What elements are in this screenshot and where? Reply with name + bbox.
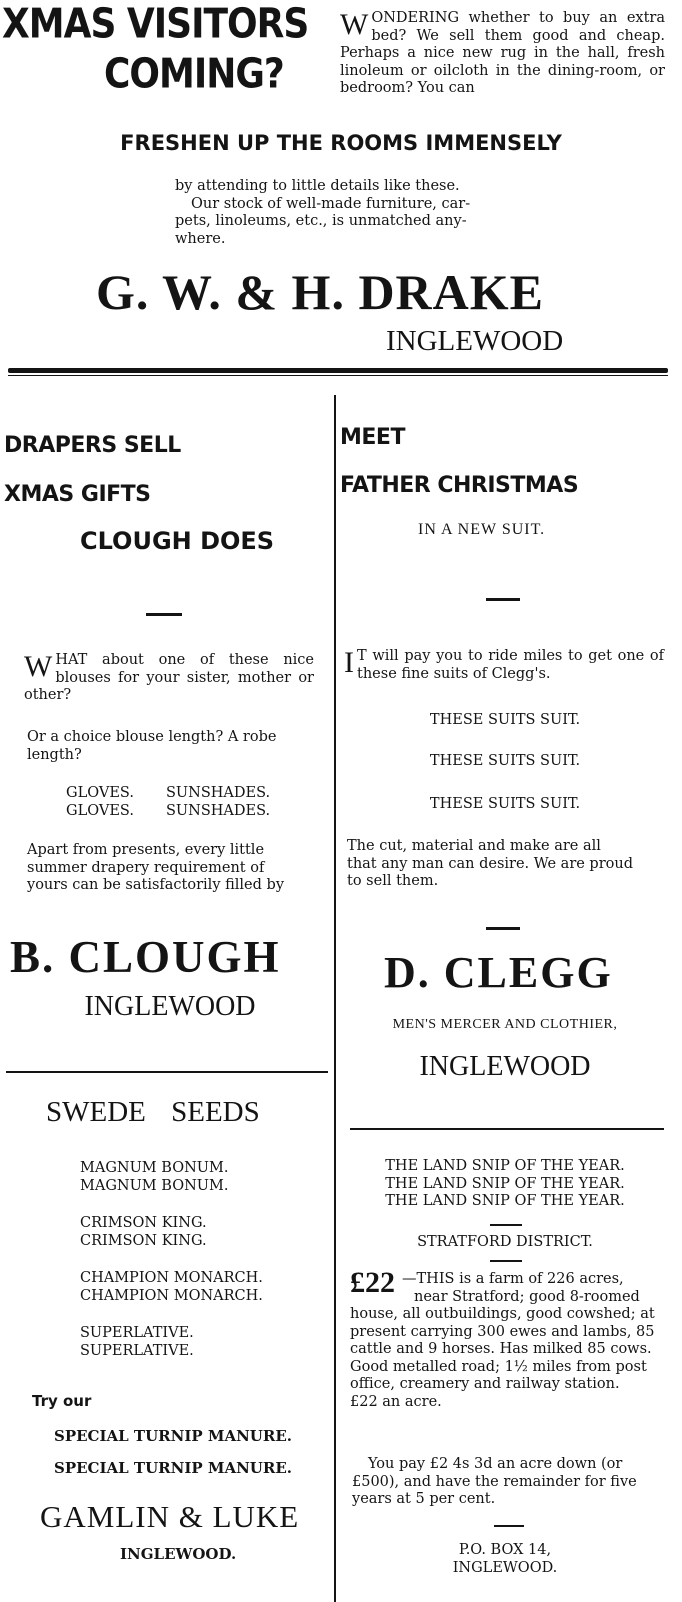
clough-headline-line1: DRAPERS SELL: [4, 433, 181, 458]
drake-body-line: Our stock of well-made furniture, car-: [191, 195, 471, 212]
land-district: STRATFORD DISTRICT.: [417, 1234, 593, 1250]
land-headline: THE LAND SNIP OF THE YEAR.: [385, 1158, 625, 1174]
clough-item-left: GLOVES.: [66, 803, 134, 819]
section-divider: [350, 1128, 664, 1130]
short-rule: [146, 613, 182, 616]
clough-para1-text: HAT about one of these nice blouses for your sister, mother or other?: [24, 652, 314, 703]
clough-para3-line: yours can be satisfactorily filled by: [27, 877, 285, 893]
clegg-subtitle: MEN'S MERCER AND CLOTHIER,: [392, 1017, 618, 1032]
land-headlines: [340, 1158, 670, 1211]
land-para1-line: Good metalled road; 1½ miles from post: [350, 1358, 647, 1375]
drake-body: [175, 178, 505, 248]
short-rule: [486, 927, 520, 930]
land-headline: THE LAND SNIP OF THE YEAR.: [385, 1175, 625, 1192]
drake-name: G. W. & H. DRAKE: [96, 264, 545, 320]
gamlin-manure: SPECIAL TURNIP MANURE.: [54, 1459, 293, 1477]
land-para1-line: £22 an acre.: [350, 1393, 442, 1410]
clegg-para2-line: to sell them.: [347, 873, 439, 889]
drake-town: INGLEWOOD: [386, 325, 564, 357]
land-para2-line: You pay £2 4s 3d an acre down (or: [368, 1456, 623, 1472]
clough-para2: [27, 729, 327, 764]
clough-para2-line: length?: [27, 746, 82, 763]
drake-body-line: where.: [175, 230, 226, 247]
clegg-repeated-line: THESE SUITS SUIT.: [429, 753, 581, 769]
land-para1-line: office, creamery and railway station.: [350, 1376, 620, 1392]
drake-headline-line1: XMAS VISITORS: [2, 0, 309, 49]
section-divider-thin: [8, 375, 668, 376]
clegg-para2: [347, 838, 672, 891]
clegg-para1-text: T will pay you to ride miles to get one of these fine suits of Clegg's.: [357, 648, 664, 682]
section-divider: [8, 368, 668, 373]
land-box: P.O. BOX 14,: [458, 1542, 552, 1558]
land-para2: [352, 1456, 670, 1509]
clough-item-row: [66, 803, 270, 821]
clough-para1-dropcap: W: [24, 650, 53, 683]
clough-headline-line3: CLOUGH DOES: [80, 527, 275, 555]
clough-para1: [24, 652, 314, 705]
clegg-repeated-line: THESE SUITS SUIT.: [429, 712, 581, 728]
clegg-headline-line1: MEET: [340, 425, 405, 450]
gamlin-try-our: Try our: [32, 1392, 92, 1410]
clegg-name: D. CLEGG: [384, 948, 613, 997]
short-rule: [490, 1224, 522, 1226]
gamlin-name: GAMLIN & LUKE: [40, 1499, 300, 1534]
drake-subheadline: FRESHEN UP THE ROOMS IMMENSELY: [120, 131, 562, 155]
land-headline: THE LAND SNIP OF THE YEAR.: [385, 1193, 625, 1209]
clegg-headline-line3: IN A NEW SUIT.: [418, 521, 546, 538]
gamlin-variety: MAGNUM BONUM.: [80, 1160, 229, 1176]
land-para1-line: cattle and 9 horses. Has milked 85 cows.: [350, 1341, 652, 1357]
gamlin-variety: MAGNUM BONUM.: [80, 1177, 229, 1194]
drake-intro-text: ONDERING whether to buy an extra bed? We sell them good and cheap. Perhaps a nice new rug in the hall, fresh linoleum or oilcloth in the dining-room, or bedroom? You can: [340, 10, 665, 96]
clough-item-row: [66, 785, 270, 803]
clegg-para1-dropcap: I: [344, 646, 354, 679]
land-para1-line: present carrying 300 ewes and lambs, 85: [350, 1323, 655, 1340]
short-rule: [486, 598, 520, 601]
land-town: INGLEWOOD.: [452, 1560, 558, 1576]
clough-town: INGLEWOOD: [84, 991, 256, 1022]
clough-para3: [27, 842, 327, 895]
gamlin-variety: SUPERLATIVE.: [80, 1342, 194, 1359]
section-divider: [6, 1071, 328, 1073]
gamlin-variety: CRIMSON KING.: [80, 1215, 207, 1231]
gamlin-variety: CRIMSON KING.: [80, 1232, 207, 1249]
short-rule: [494, 1525, 524, 1527]
clegg-para2-line: that any man can desire. We are proud: [347, 855, 633, 872]
land-para1-line: house, all outbuildings, good cowshed; at: [350, 1306, 655, 1322]
land-para1-line: near Stratford; good 8-roomed: [414, 1288, 640, 1305]
drake-headline-line2: COMING?: [104, 50, 284, 98]
clough-item-right: SUNSHADES.: [166, 785, 271, 801]
gamlin-town: INGLEWOOD.: [120, 1545, 237, 1563]
clough-headline-line2: XMAS GIFTS: [4, 482, 151, 507]
clegg-town: INGLEWOOD: [419, 1051, 591, 1082]
land-para1: [350, 1271, 668, 1411]
gamlin-variety: CHAMPION MONARCH.: [80, 1287, 263, 1304]
clegg-para1: [344, 648, 664, 683]
land-para1-line: —THIS is a farm of 226 acres,: [402, 1271, 624, 1287]
drake-body-line: pets, linoleums, etc., is unmatched any-: [175, 213, 467, 229]
clough-para3-line: Apart from presents, every little: [27, 842, 265, 858]
gamlin-variety: CHAMPION MONARCH.: [80, 1270, 263, 1286]
clough-name: B. CLOUGH: [10, 932, 281, 982]
clegg-repeated-line: THESE SUITS SUIT.: [429, 796, 581, 812]
clegg-headline-line2: FATHER CHRISTMAS: [340, 473, 579, 498]
gamlin-manure: SPECIAL TURNIP MANURE.: [54, 1427, 293, 1445]
drake-intro-dropcap: W: [340, 8, 369, 41]
clegg-para2-line: The cut, material and make are all: [347, 838, 601, 854]
land-price: £22: [350, 1266, 395, 1299]
land-para2-line: £500), and have the remainder for five: [352, 1473, 637, 1490]
clough-item-right: SUNSHADES.: [166, 803, 271, 819]
gamlin-variety: SUPERLATIVE.: [80, 1325, 194, 1341]
drake-body-line: by attending to little details like these.: [175, 178, 460, 194]
gamlin-variety-list: [80, 1160, 263, 1360]
drake-intro: [340, 10, 665, 98]
clough-para3-line: summer drapery requirement of: [27, 859, 265, 876]
land-para2-line: years at 5 per cent.: [352, 1491, 496, 1507]
short-rule: [490, 1260, 522, 1262]
clough-item-left: GLOVES.: [66, 785, 134, 801]
clough-para2-line: Or a choice blouse length? A robe: [27, 729, 277, 745]
gamlin-headline: SWEDE SEEDS: [46, 1096, 260, 1128]
